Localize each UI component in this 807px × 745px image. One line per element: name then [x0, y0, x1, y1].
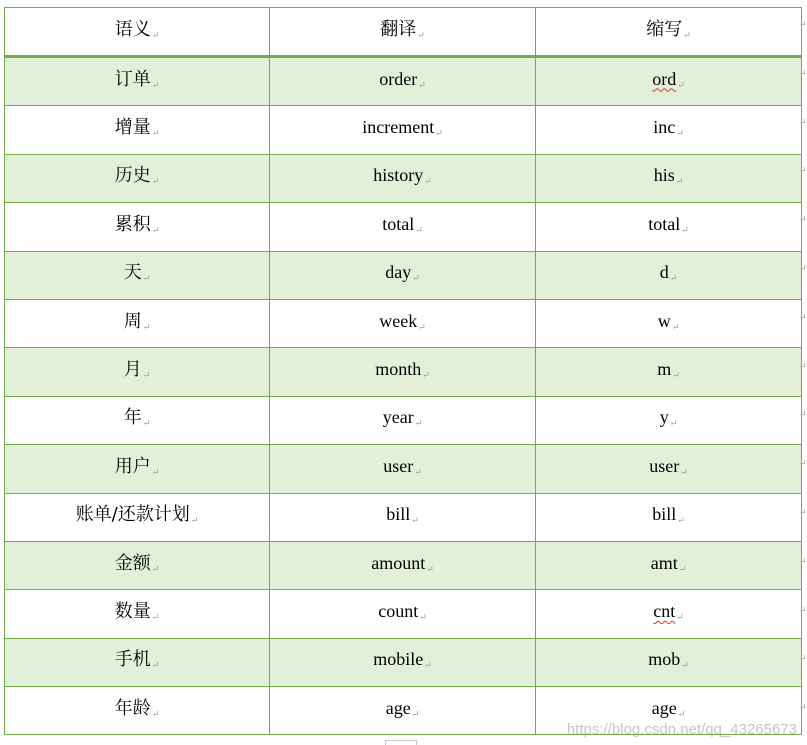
- cell-translation: year↵: [270, 396, 536, 444]
- cell-meaning: 手机↵: [5, 638, 270, 686]
- paragraph-mark-icon: ↵: [418, 321, 426, 332]
- cell-abbreviation: mob↵: [536, 638, 802, 686]
- abbreviation-table: [4, 7, 802, 735]
- paragraph-mark-icon: ↵: [683, 29, 691, 40]
- cell-abbreviation: m↵: [536, 348, 802, 396]
- paragraph-mark-icon: ↵: [414, 466, 422, 477]
- cell-abbreviation: cnt↵: [536, 590, 802, 638]
- cell-translation: mobile↵: [270, 638, 536, 686]
- paragraph-mark-icon: ↵: [151, 224, 160, 235]
- header-abbreviation: 缩写↵: [536, 8, 802, 57]
- table-row: [5, 57, 802, 106]
- row-end-mark-icon: ↵: [799, 214, 807, 225]
- paragraph-mark-icon: ↵: [411, 515, 419, 526]
- row-end-mark-icon: ↵: [799, 653, 807, 664]
- paragraph-mark-icon: ↵: [151, 708, 160, 719]
- row-end-mark-icon: ↵: [799, 555, 807, 566]
- table-row: [5, 493, 802, 541]
- watermark: https://blog.csdn.net/qq_43265673: [566, 721, 797, 738]
- paragraph-mark-icon: ↵: [151, 29, 160, 40]
- table-row: [5, 106, 802, 154]
- cell-translation: amount↵: [270, 541, 536, 589]
- row-end-marks: [799, 7, 807, 742]
- paragraph-mark-icon: ↵: [677, 515, 685, 526]
- row-end-mark-icon: ↵: [799, 507, 807, 517]
- table-row: [5, 154, 802, 202]
- page-tab: [385, 740, 417, 745]
- paragraph-mark-icon: ↵: [411, 708, 420, 719]
- paragraph-mark-icon: ↵: [151, 128, 160, 139]
- paragraph-mark-icon: ↵: [151, 660, 160, 671]
- cell-translation: total↵: [270, 203, 536, 251]
- cell-abbreviation: bill↵: [536, 493, 802, 541]
- paragraph-mark-icon: ↵: [142, 370, 151, 381]
- cell-meaning: 数量↵: [5, 590, 270, 638]
- table-row: [5, 445, 802, 493]
- paragraph-mark-icon: ↵: [676, 128, 684, 139]
- cell-translation: history↵: [270, 154, 536, 202]
- paragraph-mark-icon: ↵: [151, 79, 160, 90]
- cell-meaning: 订单↵: [5, 57, 270, 106]
- paragraph-mark-icon: ↵: [412, 273, 420, 284]
- cell-meaning: 天↵: [5, 251, 270, 299]
- cell-abbreviation: inc↵: [536, 106, 802, 154]
- table-row: [5, 396, 802, 444]
- table-row: [5, 541, 802, 589]
- paragraph-mark-icon: ↵: [414, 418, 423, 429]
- table-row: [5, 299, 802, 347]
- cell-meaning: 账单/还款计划↵: [5, 493, 270, 541]
- cell-abbreviation: age↵: [536, 687, 802, 735]
- paragraph-mark-icon: ↵: [669, 273, 678, 284]
- cell-meaning: 增量↵: [5, 106, 270, 154]
- paragraph-mark-icon: ↵: [419, 611, 427, 622]
- paragraph-mark-icon: ↵: [435, 128, 443, 139]
- cell-abbreviation: ord↵: [536, 57, 802, 106]
- paragraph-mark-icon: ↵: [681, 224, 689, 235]
- cell-translation: day↵: [270, 251, 536, 299]
- cell-translation: month↵: [270, 348, 536, 396]
- paragraph-mark-icon: ↵: [672, 370, 680, 381]
- cell-meaning: 历史↵: [5, 154, 270, 202]
- table-row: [5, 590, 802, 638]
- paragraph-mark-icon: ↵: [676, 611, 684, 622]
- table-row: [5, 638, 802, 686]
- cell-abbreviation: user↵: [536, 445, 802, 493]
- cell-translation: week↵: [270, 299, 536, 347]
- paragraph-mark-icon: ↵: [190, 515, 199, 526]
- paragraph-mark-icon: ↵: [424, 176, 432, 187]
- paragraph-mark-icon: ↵: [677, 708, 686, 719]
- paragraph-mark-icon: ↵: [671, 321, 680, 332]
- table-row: [5, 203, 802, 251]
- cell-meaning: 年↵: [5, 396, 270, 444]
- paragraph-mark-icon: ↵: [677, 79, 685, 90]
- cell-abbreviation: total↵: [536, 203, 802, 251]
- table-row: [5, 251, 802, 299]
- paragraph-mark-icon: ↵: [681, 660, 689, 671]
- header-meaning: 语义↵: [5, 8, 270, 57]
- paragraph-mark-icon: ↵: [142, 321, 151, 332]
- cell-translation: increment↵: [270, 106, 536, 154]
- cell-meaning: 月↵: [5, 348, 270, 396]
- paragraph-mark-icon: ↵: [142, 418, 151, 429]
- row-end-mark-icon: ↵: [799, 702, 807, 713]
- paragraph-mark-icon: ↵: [424, 660, 432, 671]
- row-end-mark-icon: ↵: [799, 263, 807, 273]
- paragraph-mark-icon: ↵: [675, 176, 684, 187]
- row-end-mark-icon: ↵: [799, 165, 807, 176]
- paragraph-mark-icon: ↵: [422, 370, 430, 381]
- cell-abbreviation: y↵: [536, 396, 802, 444]
- row-end-mark-icon: ↵: [799, 409, 807, 420]
- table-row: [5, 348, 802, 396]
- header-row: [5, 8, 802, 57]
- paragraph-mark-icon: ↵: [415, 224, 423, 235]
- cell-abbreviation: w↵: [536, 299, 802, 347]
- paragraph-mark-icon: ↵: [142, 273, 151, 284]
- row-end-mark-icon: ↵: [799, 311, 807, 322]
- cell-translation: order↵: [270, 57, 536, 106]
- cell-abbreviation: amt↵: [536, 541, 802, 589]
- cell-translation: user↵: [270, 445, 536, 493]
- cell-translation: age↵: [270, 687, 536, 735]
- cell-translation: bill↵: [270, 493, 536, 541]
- cell-meaning: 累积↵: [5, 203, 270, 251]
- paragraph-mark-icon: ↵: [417, 29, 425, 40]
- cell-meaning: 用户↵: [5, 445, 270, 493]
- paragraph-mark-icon: ↵: [151, 611, 160, 622]
- paragraph-mark-icon: ↵: [678, 563, 687, 574]
- paragraph-mark-icon: ↵: [418, 79, 426, 90]
- cell-meaning: 金额↵: [5, 541, 270, 589]
- row-end-mark-icon: ↵: [799, 458, 807, 469]
- paragraph-mark-icon: ↵: [151, 466, 160, 477]
- paragraph-mark-icon: ↵: [426, 563, 434, 574]
- paragraph-mark-icon: ↵: [680, 466, 688, 477]
- row-end-mark-icon: ↵: [799, 360, 807, 371]
- paragraph-mark-icon: ↵: [669, 418, 678, 429]
- paragraph-mark-icon: ↵: [151, 176, 160, 187]
- cell-translation: count↵: [270, 590, 536, 638]
- cell-abbreviation: his↵: [536, 154, 802, 202]
- cell-abbreviation: d↵: [536, 251, 802, 299]
- header-translation: 翻译↵: [270, 8, 536, 57]
- paragraph-mark-icon: ↵: [151, 563, 160, 574]
- row-end-mark-icon: ↵: [799, 604, 807, 615]
- cell-meaning: 周↵: [5, 299, 270, 347]
- row-end-mark-icon: ↵: [799, 19, 807, 29]
- row-end-mark-icon: ↵: [799, 116, 807, 127]
- row-end-mark-icon: ↵: [799, 67, 807, 78]
- cell-meaning: 年龄↵: [5, 687, 270, 735]
